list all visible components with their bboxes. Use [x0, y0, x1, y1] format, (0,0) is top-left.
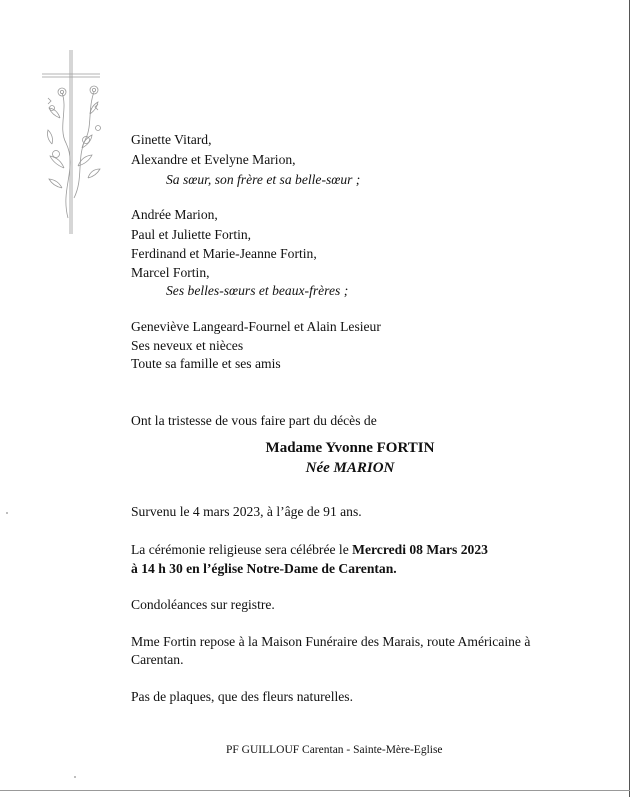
death-info: Survenu le 4 mars 2023, à l’âge de 91 ans.	[131, 504, 362, 519]
deceased-maiden-name: Née MARION	[305, 460, 395, 476]
family-name: Alexandre et Evelyne Marion,	[131, 152, 296, 167]
family-relation: Ses belles-sœurs et beaux-frères ;	[166, 283, 349, 298]
ceremony-intro: La cérémonie religieuse sera célébrée le	[131, 542, 353, 557]
deceased-name: Madame Yvonne FORTIN	[265, 440, 435, 456]
page-edge-right	[629, 0, 630, 797]
ceremony-time-place: à 14 h 30 en l’église Notre-Dame de Carentan.	[131, 561, 397, 576]
rest-place-line: Mme Fortin repose à la Maison Funéraire des Marais, route Américaine à	[131, 634, 531, 649]
condolences-text: Condoléances sur registre.	[131, 597, 275, 612]
cross-with-flowers-icon	[38, 48, 108, 236]
family-name: Marcel Fortin,	[131, 265, 210, 280]
family-name: Ses neveux et nièces	[131, 338, 244, 353]
scan-speck	[6, 512, 8, 514]
family-name: Geneviève Langeard-Fournel et Alain Lesieur	[131, 319, 381, 334]
page-edge-bottom	[0, 790, 630, 791]
scan-speck	[74, 776, 76, 778]
ceremony-line	[131, 541, 488, 559]
funeral-home-footer: PF GUILLOUF Carentan - Sainte-Mère-Eglise	[226, 744, 443, 756]
rest-place-line: Carentan.	[131, 652, 184, 667]
family-name: Paul et Juliette Fortin,	[131, 227, 252, 242]
flowers-note: Pas de plaques, que des fleurs naturelles.	[131, 689, 353, 704]
family-name: Andrée Marion,	[131, 207, 218, 222]
family-relation: Sa sœur, son frère et sa belle-sœur ;	[166, 172, 361, 187]
family-name: Toute sa famille et ses amis	[131, 356, 281, 371]
family-name: Ginette Vitard,	[131, 132, 212, 147]
family-name: Ferdinand et Marie-Jeanne Fortin,	[131, 246, 317, 261]
announcement-text: Ont la tristesse de vous faire part du décès de	[131, 413, 377, 428]
ceremony-date: Mercredi 08 Mars 2023	[352, 542, 488, 557]
